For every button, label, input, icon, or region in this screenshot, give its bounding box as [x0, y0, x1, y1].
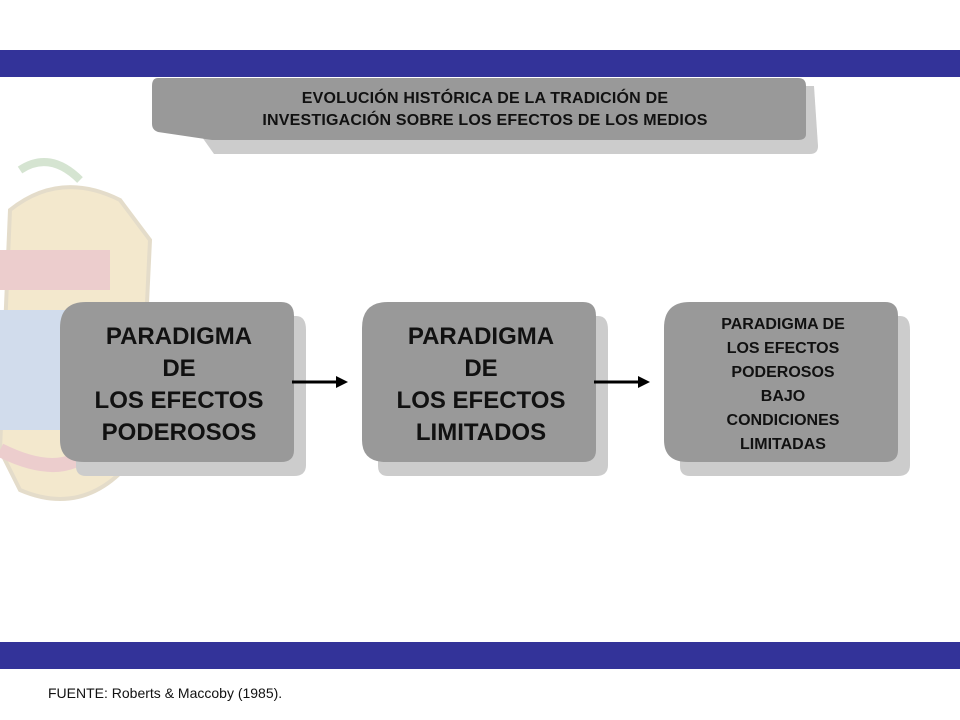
page-title: EVOLUCIÓN HISTÓRICA DE LA TRADICIÓN DE INVESTIGACIÓN SOBRE LOS EFECTOS DE LOS MEDIOS	[262, 90, 708, 129]
paradigm-label-3: PARADIGMA DE LOS EFECTOS PODEROSOS BAJO CONDICIONES LIMITADAS	[721, 316, 845, 453]
paradigm-box-3	[660, 300, 920, 490]
paradigm-label-1: PARADIGMA DE LOS EFECTOS PODEROSOS	[94, 323, 264, 446]
source-citation: FUENTE: Roberts & Maccoby (1985).	[48, 685, 283, 701]
paradigm-box-1	[56, 300, 316, 490]
bottom-band	[0, 642, 960, 669]
top-band	[0, 50, 960, 77]
paradigm-label-2: PARADIGMA DE LOS EFECTOS LIMITADOS	[396, 323, 566, 446]
title-banner	[152, 74, 822, 158]
paradigm-box-2	[358, 300, 618, 490]
arrow-2-to-3	[592, 372, 654, 392]
arrow-1-to-2	[290, 372, 352, 392]
